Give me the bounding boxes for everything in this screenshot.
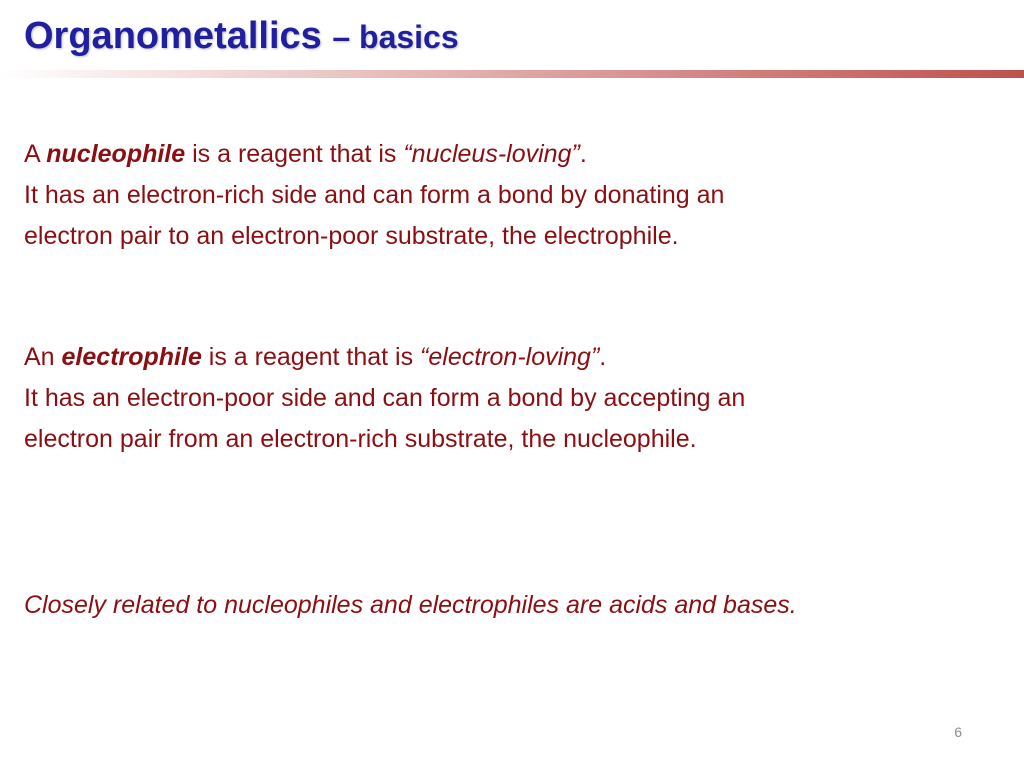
electrophile-paragraph <box>24 337 984 460</box>
electrophile-term: electrophile <box>61 343 202 371</box>
title-underline-rule <box>0 70 1024 78</box>
electrophile-middle: is a reagent that is <box>201 343 421 371</box>
nucleophile-term: nucleophile <box>46 140 186 168</box>
nucleophile-lead: A <box>24 140 47 168</box>
electrophile-quote: “electron-loving” <box>420 343 600 371</box>
title-rule-bar <box>0 70 1024 78</box>
electrophile-line-2: It has an electron-poor side and can form a bond by accepting an <box>24 384 746 412</box>
electrophile-line-3: electron pair from an electron-rich substrate, the nucleophile. <box>24 425 697 453</box>
nucleophile-end: . <box>579 140 587 168</box>
nucleophile-middle: is a reagent that is <box>185 140 404 168</box>
electrophile-end: . <box>599 343 607 371</box>
slide-title-sub: – basics <box>332 19 459 55</box>
nucleophile-quote: “nucleus-loving” <box>403 140 580 168</box>
nucleophile-paragraph <box>24 134 984 257</box>
page-number: 6 <box>954 724 962 740</box>
acids-bases-note: Closely related to nucleophiles and electrophiles are acids and bases. <box>24 591 797 619</box>
electrophile-lead: An <box>24 343 62 371</box>
slide-title <box>24 10 459 63</box>
slide-title-main: Organometallics <box>24 15 322 57</box>
nucleophile-line-2: It has an electron-rich side and can form a bond by donating an <box>24 181 725 209</box>
nucleophile-line-3: electron pair to an electron-poor substrate, the electrophile. <box>24 222 679 250</box>
